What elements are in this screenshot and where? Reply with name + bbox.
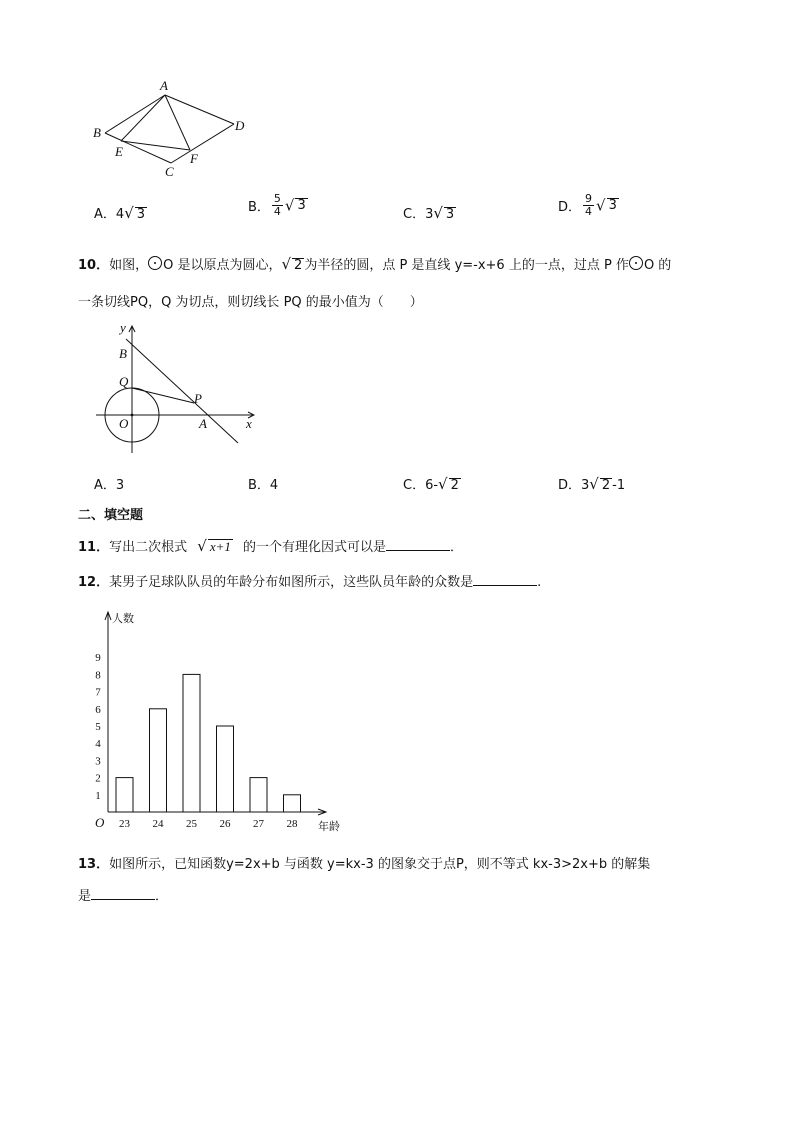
point-label-D: D xyxy=(235,118,245,133)
bar-age-24 xyxy=(150,709,167,812)
question-number: 10． xyxy=(78,258,110,273)
option-letter: C． xyxy=(403,478,426,493)
axis-label-y: y xyxy=(120,320,126,335)
fraction-numerator: 9 xyxy=(585,192,593,205)
point-label-B: B xyxy=(119,346,127,361)
point-label-Q: Q xyxy=(119,374,129,389)
y-tick-label: 5 xyxy=(95,721,101,733)
x-tick-label: 23 xyxy=(119,818,130,830)
answer-blank[interactable] xyxy=(473,573,537,586)
q10-text-a: 如图， xyxy=(109,258,149,273)
q11-end: ． xyxy=(450,540,464,555)
x-tick-labels xyxy=(119,818,298,830)
option-coefficient: 4 xyxy=(115,207,125,222)
q13-text: 如图所示，已知函数y=2x+b 与函数 y=kx-3 的图象交于点P，则不等式 kx-3>2x+b 的解集 xyxy=(109,857,651,872)
option-prefix: 3 xyxy=(581,478,590,493)
option-prefix: 6- xyxy=(425,478,439,493)
q10-text-d: O 的 xyxy=(643,258,672,273)
fraction-denominator: 4 xyxy=(273,205,281,218)
option-radicand: 2 xyxy=(450,478,459,493)
question-number: 12． xyxy=(78,575,110,590)
option-value: 4 xyxy=(269,478,279,493)
option-radicand: 3 xyxy=(297,198,306,213)
q9-option-a[interactable]: A．4√ 3 xyxy=(94,204,146,222)
q12-end: . xyxy=(537,575,542,590)
q10-stem-line2: 一条切线PQ，Q 为切点，则切线长 PQ 的最小值为（ ） xyxy=(78,295,423,310)
option-letter: B． xyxy=(248,478,270,493)
y-axis-label: 人数 xyxy=(112,612,134,625)
y-tick-labels xyxy=(95,652,101,802)
bar-age-26 xyxy=(217,726,234,812)
q12-text: 某男子足球队队员的年龄分布如图所示，这些队员年龄的众数是 xyxy=(109,575,474,590)
point-label-A: A xyxy=(160,78,168,93)
y-tick-label: 8 xyxy=(95,669,101,682)
q10-option-c[interactable]: C．6-√ 2 xyxy=(403,475,459,493)
y-tick-label: 4 xyxy=(95,738,101,751)
option-letter: D． xyxy=(558,478,582,493)
q11-stem: 11．写出二次根式 √ x+1 的一个有理化因式可以是 ． xyxy=(78,537,464,555)
q9-option-c[interactable]: C．3√ 3 xyxy=(403,204,455,222)
q10-radicand: 2 xyxy=(294,258,303,273)
option-value: 3 xyxy=(115,478,125,493)
y-tick-label: 2 xyxy=(95,772,101,785)
bars xyxy=(116,674,301,812)
x-tick-label: 28 xyxy=(286,818,298,830)
point-label-B: B xyxy=(93,125,101,140)
option-fraction xyxy=(272,193,283,218)
axis-label-x: x xyxy=(246,416,252,431)
option-radicand: 3 xyxy=(136,207,146,222)
q10-option-d[interactable]: D．3√ 2 -1 xyxy=(558,475,626,493)
q11-text-a: 写出二次根式 xyxy=(109,540,188,555)
section-title: 二、填空题 xyxy=(78,508,144,523)
circle-dot-icon xyxy=(148,256,162,270)
point-label-P: P xyxy=(194,391,202,406)
option-coefficient: 3 xyxy=(425,207,434,222)
y-tick-label: 7 xyxy=(95,686,101,699)
point-label-C: C xyxy=(165,164,174,179)
option-suffix: -1 xyxy=(612,478,626,493)
q9-figure xyxy=(86,76,256,181)
q10-stem-line1: 10．如图， O 是以原点为圆心，√ 2 为半径的圆，点 P 是直线 y=-x+6 上的一点，过点 P 作 O 的 xyxy=(78,255,672,273)
x-axis-label: 年龄 xyxy=(318,820,340,833)
answer-blank[interactable] xyxy=(386,538,450,551)
q11-radicand: x+1 xyxy=(209,539,231,554)
option-letter: A． xyxy=(94,207,116,222)
point-label-E: E xyxy=(115,144,123,159)
age-bar-chart xyxy=(88,604,348,836)
bar-age-27 xyxy=(250,778,267,812)
q11-text-b: 的一个有理化因式可以是 xyxy=(243,540,387,555)
bar-age-25 xyxy=(183,674,200,812)
option-fraction xyxy=(583,193,594,218)
q13-stem-line2 xyxy=(78,885,168,904)
circle-dot-icon xyxy=(629,256,643,270)
option-letter: B． xyxy=(248,200,270,215)
q10-option-a[interactable] xyxy=(94,474,124,493)
answer-blank[interactable] xyxy=(91,887,155,900)
fraction-denominator: 4 xyxy=(585,205,593,218)
option-letter: A． xyxy=(94,478,116,493)
option-radicand: 3 xyxy=(608,198,617,213)
x-tick-label: 26 xyxy=(219,818,231,830)
q10-text-c: 为半径的圆，点 P 是直线 y=-x+6 上的一点，过点 P 作 xyxy=(304,258,629,273)
origin-label: O xyxy=(95,815,105,830)
q10-figure xyxy=(92,320,264,460)
y-tick-label: 1 xyxy=(95,789,101,802)
x-tick-label: 24 xyxy=(152,818,164,830)
y-tick-label: 9 xyxy=(95,652,101,665)
q13-stem-line1 xyxy=(78,853,650,872)
fraction-numerator: 5 xyxy=(273,192,281,205)
x-tick-label: 27 xyxy=(253,818,264,830)
option-letter: D． xyxy=(558,200,582,215)
point-label-O: O xyxy=(119,416,129,431)
question-number: 11． xyxy=(78,540,110,555)
point-label-A: A xyxy=(199,416,207,431)
q13-end: ． xyxy=(155,889,169,904)
y-tick-label: 3 xyxy=(95,755,101,768)
bar-age-23 xyxy=(116,778,133,812)
x-tick-label: 25 xyxy=(186,818,197,830)
q13-line2: 是 xyxy=(78,889,92,904)
point-label-F: F xyxy=(190,151,198,166)
y-tick-label: 6 xyxy=(95,703,101,716)
question-number: 13． xyxy=(78,857,110,872)
q10-option-b[interactable] xyxy=(248,474,278,493)
option-radicand: 2 xyxy=(601,478,611,493)
option-radicand: 3 xyxy=(445,207,455,222)
bar-age-28 xyxy=(284,795,301,812)
option-letter: C． xyxy=(403,207,426,222)
q10-text-b: O 是以原点为圆心， xyxy=(163,258,282,273)
q9-option-b[interactable]: B． $\frac{5}{4}$ √ 3 xyxy=(248,192,306,218)
q9-option-d[interactable]: D． $\frac{9}{4}$ √ 3 xyxy=(558,192,617,218)
q12-stem xyxy=(78,571,541,590)
